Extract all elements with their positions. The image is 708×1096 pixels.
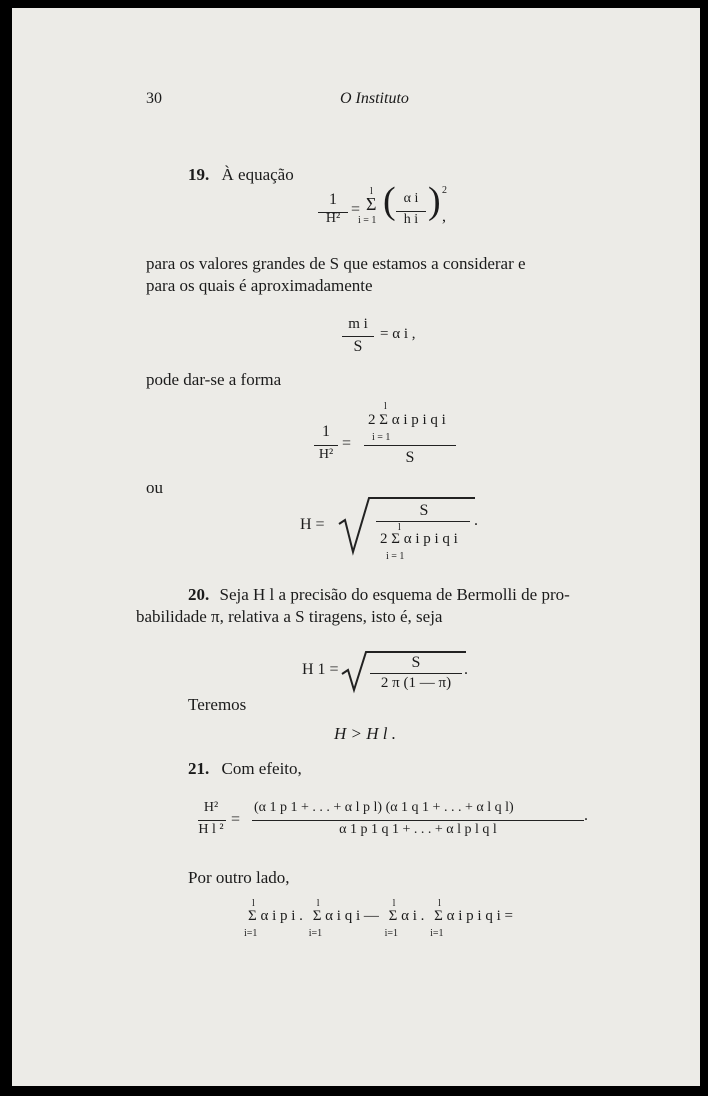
eq1-sum-top: l bbox=[370, 186, 373, 197]
section-19-heading bbox=[188, 165, 294, 185]
eq2-numerator: m i bbox=[348, 316, 368, 332]
eq7-rhs-numerator: (α 1 p 1 + . . . + α l p l) (α 1 q 1 + . . . + α l q l) bbox=[254, 800, 514, 815]
eq2-rhs: = α i , bbox=[380, 326, 416, 342]
eq8-term-text: Σ α i q i — bbox=[312, 908, 379, 924]
eq4-sum-bottom: i = 1 bbox=[386, 551, 405, 562]
eq8-term-text: Σ α i . bbox=[388, 908, 425, 924]
eq4-inner-denominator: 2 Σ α i p i q i bbox=[380, 531, 458, 547]
eq4-inner-bar bbox=[376, 521, 470, 522]
page-number: 30 bbox=[146, 90, 162, 107]
text-line: ou bbox=[146, 478, 163, 497]
equation-8 bbox=[244, 898, 513, 939]
eq1-power: 2 bbox=[442, 185, 447, 196]
section-21-heading bbox=[188, 759, 302, 779]
eq8-sum-top: l bbox=[316, 898, 320, 909]
running-title: O Instituto bbox=[340, 90, 409, 107]
section-intro: Com efeito, bbox=[221, 759, 302, 778]
eq7-trail: . bbox=[584, 807, 588, 824]
eq1-left-paren: ( bbox=[383, 180, 396, 222]
eq1-inner-numerator: α i bbox=[403, 191, 419, 206]
eq5-trail: . bbox=[464, 661, 468, 678]
eq3-rhs-numerator: 2 Σ α i p i q i bbox=[368, 412, 446, 428]
section-number: 19. bbox=[188, 165, 210, 184]
eq8-sum-bottom: i=1 bbox=[308, 928, 323, 939]
eq8-term-text: Σ α i p i . bbox=[248, 908, 303, 924]
eq5-lhs: H 1 = bbox=[302, 661, 339, 678]
eq3-sum-top: l bbox=[384, 401, 387, 412]
eq5-denominator: 2 π (1 — π) bbox=[380, 675, 452, 691]
eq8-term bbox=[308, 898, 379, 939]
eq1-equals: = bbox=[351, 201, 361, 218]
equation-6: H > H l . bbox=[334, 724, 396, 743]
eq7-lhs-numerator: H² bbox=[203, 800, 219, 815]
eq1-inner-denominator: h i bbox=[403, 212, 419, 227]
eq8-term bbox=[244, 898, 303, 939]
eq7-lhs-denominator: H l ² bbox=[198, 822, 224, 837]
eq3-lhs-bar bbox=[314, 445, 338, 446]
text-line: para os quais é aproximadamente bbox=[146, 276, 373, 295]
text-line: Teremos bbox=[188, 695, 247, 714]
eq2-fraction-bar bbox=[342, 336, 374, 337]
eq7-lhs-bar bbox=[198, 820, 226, 821]
eq8-sum-top: l bbox=[438, 898, 441, 909]
eq4-inner-numerator: S bbox=[419, 502, 429, 519]
eq2-denominator: S bbox=[353, 338, 363, 355]
eq5-numerator: S bbox=[411, 654, 421, 671]
text-line: pode dar-se a forma bbox=[146, 370, 282, 389]
text-line: para os valores grandes de S que estamos a considerar e bbox=[146, 254, 526, 273]
eq3-equals: = bbox=[342, 435, 352, 452]
eq1-sum-bottom: i = 1 bbox=[358, 215, 377, 226]
eq3-rhs-denominator: S bbox=[405, 449, 415, 466]
eq5-bar bbox=[370, 673, 462, 674]
eq4-sum-top: l bbox=[398, 522, 401, 533]
eq3-rhs-bar bbox=[364, 445, 456, 446]
eq8-term bbox=[430, 898, 513, 939]
section-20-line1 bbox=[188, 585, 570, 605]
section-intro: À equação bbox=[221, 165, 294, 184]
section-text: Seja H l a precisão do esquema de Bermolli de pro- bbox=[219, 585, 570, 604]
eq8-sum-bottom: i=1 bbox=[384, 928, 399, 939]
eq1-numerator: 1 bbox=[329, 191, 337, 208]
eq7-rhs-denominator: α 1 p 1 q 1 + . . . + α l p l q l bbox=[339, 822, 497, 837]
eq7-rhs-bar bbox=[252, 820, 584, 821]
eq4-trail: . bbox=[474, 512, 478, 529]
eq8-sum-bottom: i=1 bbox=[244, 928, 258, 939]
eq1-right-paren: ) bbox=[428, 180, 441, 222]
eq1-trail: , bbox=[442, 208, 446, 225]
eq3-lhs-numerator: 1 bbox=[322, 423, 330, 440]
eq3-sum-bottom: i = 1 bbox=[372, 432, 391, 443]
eq8-sum-top: l bbox=[252, 898, 255, 909]
eq4-lhs: H = bbox=[300, 516, 325, 533]
section-number: 20. bbox=[188, 585, 210, 604]
text-line: Por outro lado, bbox=[188, 868, 290, 887]
section-number: 21. bbox=[188, 759, 210, 778]
eq8-sum-top: l bbox=[392, 898, 396, 909]
eq8-term-text: Σ α i p i q i = bbox=[434, 908, 513, 924]
eq3-lhs-denominator: H² bbox=[318, 447, 334, 462]
eq8-sum-bottom: i=1 bbox=[430, 928, 444, 939]
book-page bbox=[12, 8, 700, 1086]
eq1-sigma: Σ bbox=[366, 194, 377, 214]
eq7-equals: = bbox=[231, 811, 241, 828]
eq8-term bbox=[384, 898, 425, 939]
eq1-denominator: H² bbox=[325, 211, 341, 226]
text-line: babilidade π, relativa a S tiragens, isto é, seja bbox=[136, 607, 443, 626]
